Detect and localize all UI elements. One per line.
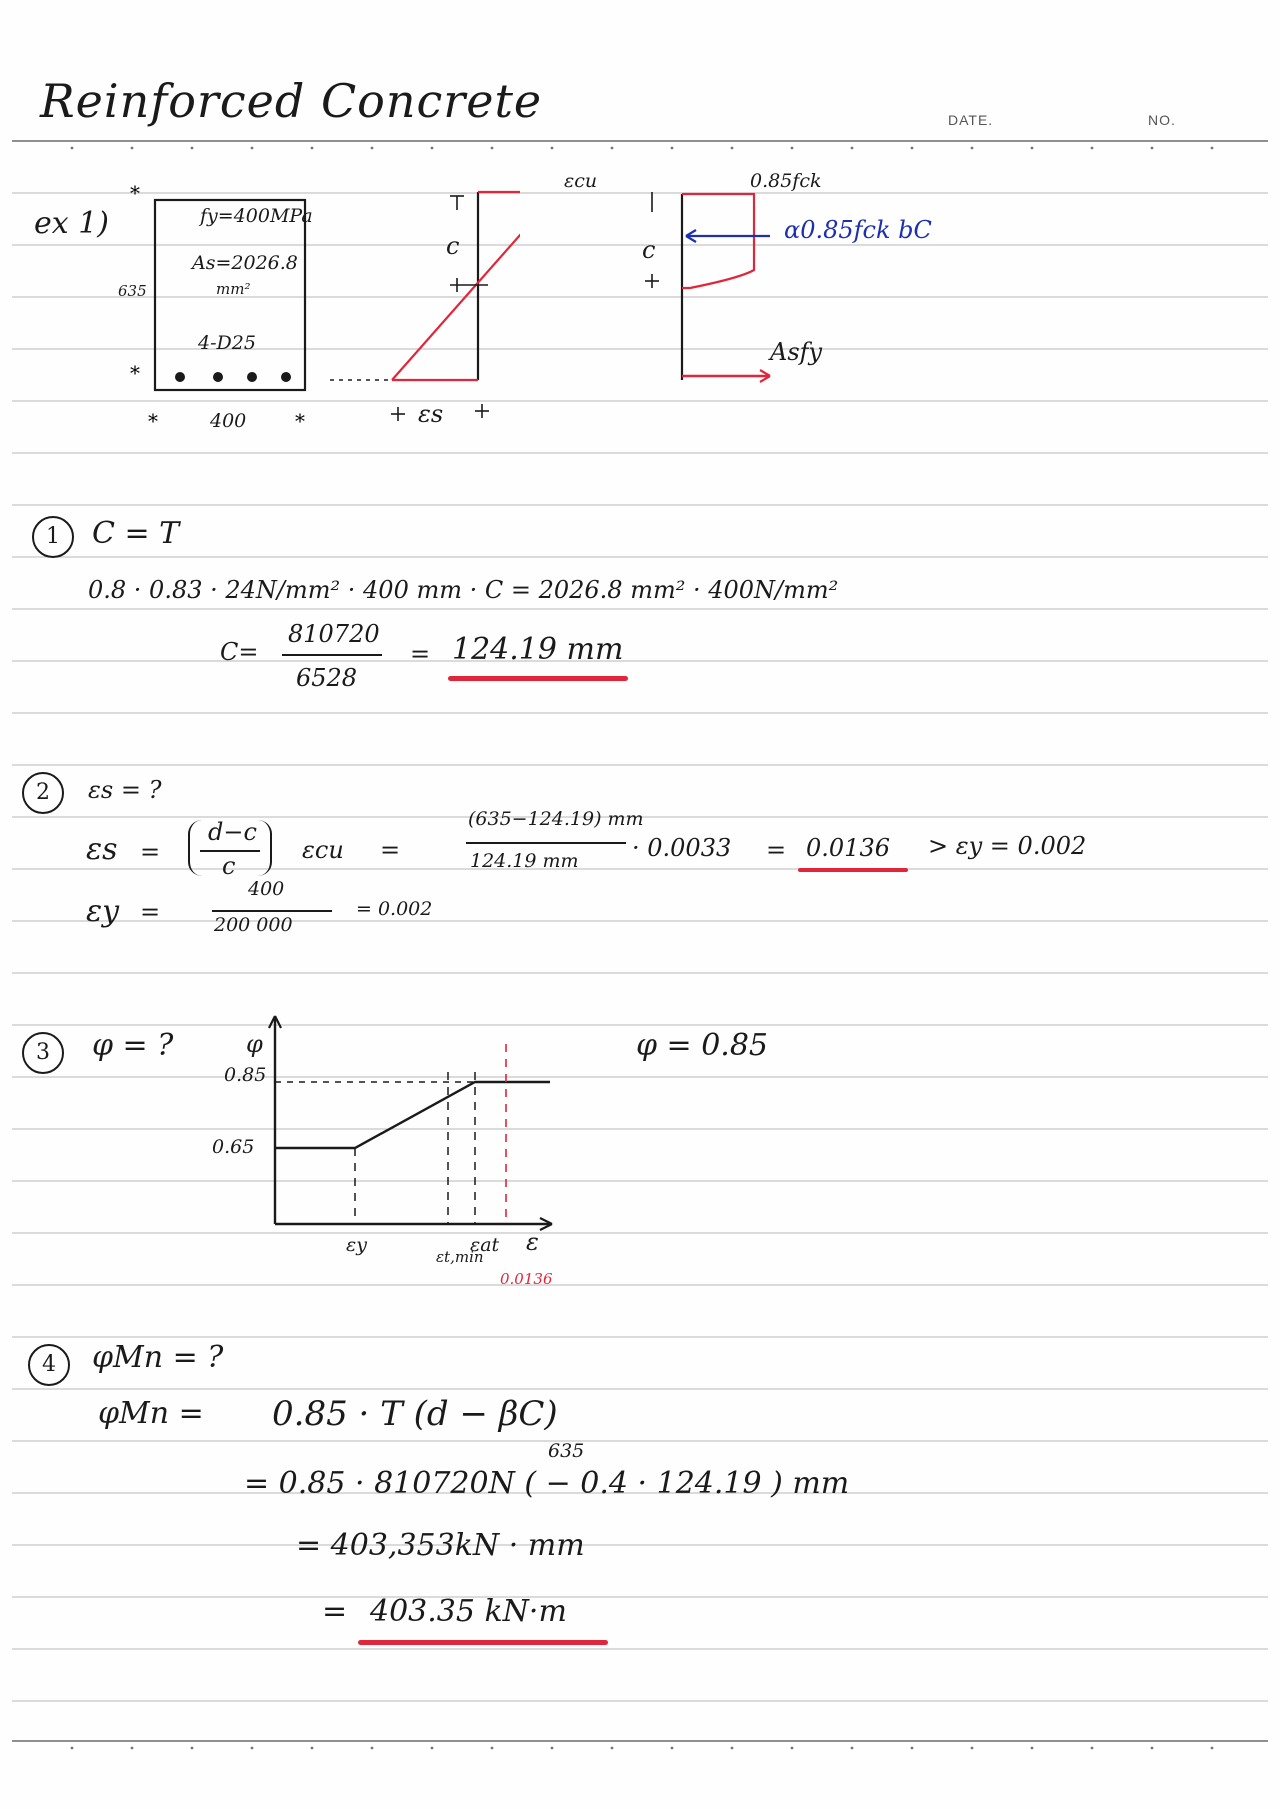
date-label: DATE. <box>948 112 994 128</box>
step-1-c-label: C= <box>220 638 259 666</box>
rebar-4 <box>281 372 291 382</box>
strain-c-label: c <box>446 232 460 260</box>
step-4-number: 4 <box>28 1344 70 1386</box>
step-2-result: 0.0136 <box>806 834 890 862</box>
step-4-line-2: = 0.85 · 810720N ( − 0.4 · 124.19 ) mm <box>244 1466 850 1501</box>
step-1-equals: = <box>410 640 431 668</box>
width-label: 400 <box>210 410 247 432</box>
step-2-num2: (635−124.19) mm <box>468 808 644 830</box>
number-label: NO. <box>1148 112 1176 128</box>
step-2-result-underline <box>798 868 908 872</box>
etmin-tick-label: εt,min <box>436 1248 484 1266</box>
step-1-result-underline <box>448 676 628 681</box>
rebar-1 <box>175 372 185 382</box>
step-3-result: φ = 0.85 <box>636 1028 769 1063</box>
fy-label: fy=400MPa <box>200 205 313 227</box>
step-2-frac-den: c <box>222 852 236 880</box>
step-2-ey-result: = 0.002 <box>356 898 433 920</box>
step-2-eq-sign: = <box>140 838 161 866</box>
step-2-eq2: = <box>380 836 401 864</box>
phi-curve <box>275 1082 550 1148</box>
step-1-number: 1 <box>32 516 74 558</box>
step-1-equation: 0.8 · 0.83 · 24N/mm² · 400 mm · C = 2026.8 mm² · 400N/mm² <box>88 576 839 604</box>
step-4-line-4-eq: = <box>322 1594 348 1629</box>
step-1-fraction-bar <box>282 654 382 656</box>
svg-text:*: * <box>130 181 140 205</box>
step-2-ecu: εcu <box>302 836 344 864</box>
step-2-frac2-bar <box>466 842 626 844</box>
step-4-lhs: φMn = <box>98 1396 204 1431</box>
svg-text:*: * <box>295 409 305 433</box>
step-2-den2: 124.19 mm <box>470 850 579 872</box>
svg-text:*: * <box>148 409 158 433</box>
step-4-line-3: = 403,353kN · mm <box>296 1528 585 1563</box>
step-2-ey-bar <box>212 910 332 912</box>
es-label: εs <box>418 400 444 428</box>
epsilon-axis-label: ε <box>526 1228 539 1256</box>
step-3-number: 3 <box>22 1032 64 1074</box>
step-1-result: 124.19 mm <box>452 632 624 667</box>
as-label: As=2026.8 <box>192 252 298 274</box>
step-2-frac-num: d−c <box>208 818 257 846</box>
step-4-heading: φMn = ? <box>92 1340 224 1375</box>
rebar-3 <box>247 372 257 382</box>
tension-force-label: Asfy <box>770 338 823 366</box>
step-2-heading: εs = ? <box>88 776 162 804</box>
step-2-ey-num: 400 <box>248 878 285 900</box>
step-1-heading: C = T <box>92 516 180 551</box>
phi-axis-label: φ <box>246 1030 263 1058</box>
step-2-number: 2 <box>22 772 64 814</box>
compression-force-label: α0.85fck bC <box>784 216 932 244</box>
step-2-ey-den: 200 000 <box>214 914 293 936</box>
es-marker-label: 0.0136 <box>500 1270 553 1288</box>
step-3-heading: φ = ? <box>92 1028 174 1063</box>
svg-text:*: * <box>130 361 140 385</box>
step-4-result: 403.35 kN·m <box>370 1594 567 1629</box>
step-2-eq3: = <box>766 836 787 864</box>
step-1-numerator: 810720 <box>288 620 380 648</box>
page-title: Reinforced Concrete <box>40 74 543 128</box>
stress-c-label: c <box>642 236 656 264</box>
step-2-multiplier: · 0.0033 <box>632 834 732 862</box>
depth-label: 635 <box>118 282 147 300</box>
step-2-ey-eq: = <box>140 898 161 926</box>
step-1-denominator: 6528 <box>296 664 358 692</box>
fck-label: 0.85fck <box>750 170 822 192</box>
ecu-label: εcu <box>564 170 598 192</box>
example-label: ex 1) <box>34 206 109 241</box>
step-2-es-label: εs <box>86 832 118 867</box>
step-2-ey-label: εy <box>86 894 120 929</box>
ey-tick-label: εy <box>346 1234 367 1256</box>
step-4-line-1: 0.85 · T (d − βC) <box>272 1394 558 1434</box>
phi-065-label: 0.65 <box>212 1136 255 1158</box>
as-unit: mm² <box>216 280 251 298</box>
step-2-compare: > εy = 0.002 <box>928 832 1087 860</box>
rebar-2 <box>213 372 223 382</box>
rebar-label: 4-D25 <box>198 332 256 354</box>
step-4-result-underline <box>358 1640 608 1645</box>
phi-085-label: 0.85 <box>224 1064 267 1086</box>
step-4-superscript: 635 <box>548 1440 585 1462</box>
eat-tick-label: εat <box>470 1234 500 1256</box>
